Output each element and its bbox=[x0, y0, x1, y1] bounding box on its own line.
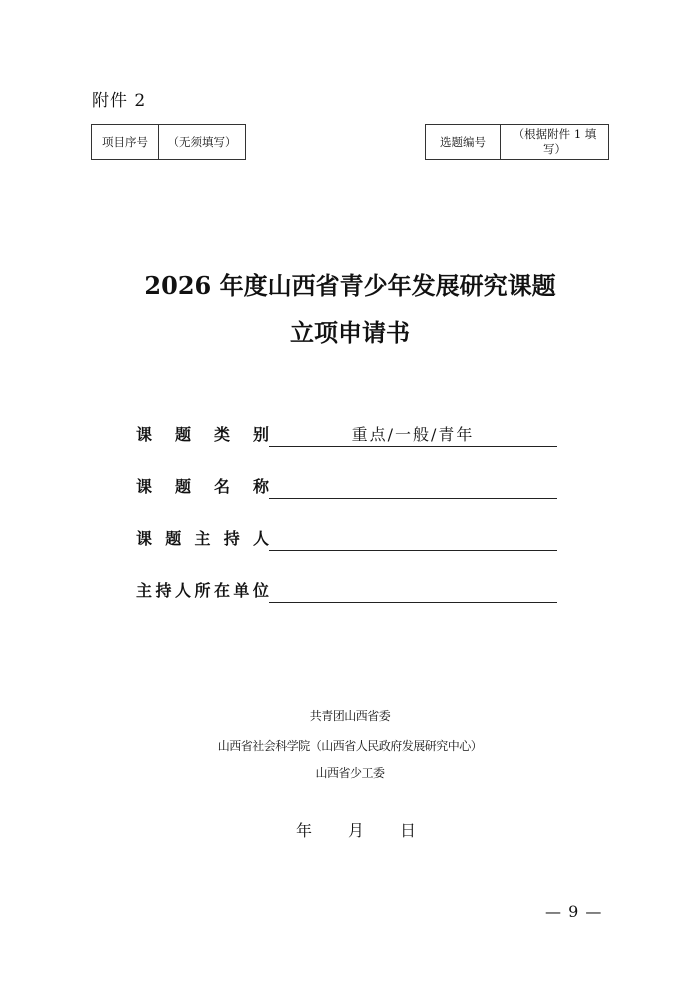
topic-number-label: 选题编号 bbox=[440, 134, 486, 149]
field-value-topic-host[interactable] bbox=[269, 527, 557, 551]
field-label-host-unit: 主 持 人 所 在 单 位 bbox=[136, 581, 269, 600]
form-row-host-unit bbox=[136, 577, 557, 603]
field-value-topic-category[interactable]: 重点/一般/青年 bbox=[269, 423, 557, 447]
topic-number-value: （根据附件 1 填写） bbox=[500, 125, 608, 159]
page-number: — 9 — bbox=[545, 902, 603, 921]
field-label-topic-host: 课 题 主 持 人 bbox=[136, 529, 269, 548]
field-label-topic-category: 课 题 类 别 bbox=[136, 425, 269, 444]
topic-number-box bbox=[425, 124, 609, 160]
project-number-value: （无须填写） bbox=[158, 125, 245, 159]
date-day: 日 bbox=[400, 821, 417, 840]
organization-3: 山西省少工委 bbox=[315, 766, 385, 780]
project-number-box bbox=[91, 124, 246, 160]
organization-1: 共青团山西省委 bbox=[309, 709, 391, 723]
form-row-topic-name bbox=[136, 473, 557, 499]
attachment-label: 附件 2 bbox=[92, 91, 147, 111]
form-row-topic-host bbox=[136, 525, 557, 551]
date-month: 月 bbox=[348, 821, 365, 840]
date-line bbox=[296, 818, 452, 841]
field-value-host-unit[interactable] bbox=[269, 579, 557, 603]
field-label-topic-name: 课 题 名 称 bbox=[136, 477, 269, 496]
field-value-topic-name[interactable] bbox=[269, 475, 557, 499]
date-year: 年 bbox=[296, 821, 313, 840]
organization-2: 山西省社会科学院（山西省人民政府发展研究中心） bbox=[217, 739, 483, 753]
project-number-label: 项目序号 bbox=[102, 134, 148, 149]
form-row-topic-category bbox=[136, 421, 557, 447]
document-title-line1: 2026 年度山西省青少年发展研究课题 bbox=[144, 271, 556, 300]
document-title-line2: 立项申请书 bbox=[290, 318, 410, 347]
